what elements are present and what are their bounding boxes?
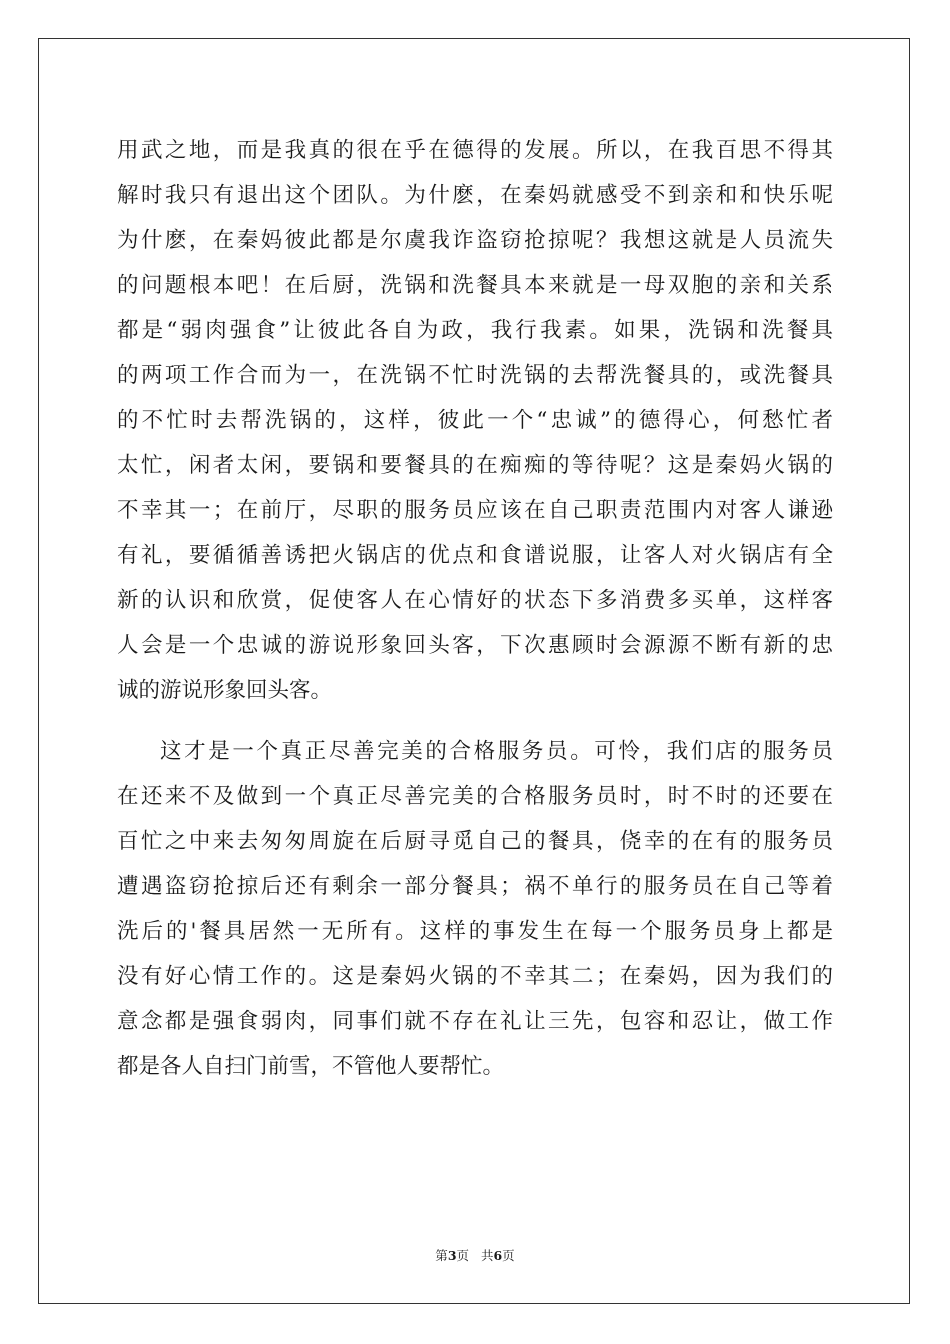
footer-total-prefix: 共 (480, 1248, 494, 1263)
paragraph-2 (117, 729, 833, 1089)
footer-total-suffix: 页 (502, 1248, 515, 1263)
text-line: 太忙，闲者太闲，要锅和要餐具的在痴痴的等待呢？这是秦妈火锅的 (117, 453, 833, 478)
text-line: 的不忙时去帮洗锅的，这样，彼此一个“忠诚”的德得心，何愁忙者 (117, 408, 833, 433)
text-line: 没有好心情工作的。这是秦妈火锅的不幸其二；在秦妈，因为我们的 (117, 964, 833, 989)
text-line: 洗后的'餐具居然一无所有。这样的事发生在每一个服务员身上都是 (117, 919, 833, 944)
text-line: 不幸其一；在前厅，尽职的服务员应该在自己职责范围内对客人谦逊 (117, 498, 833, 523)
text-line: 人会是一个忠诚的游说形象回头客，下次惠顾时会源源不断有新的忠 (117, 633, 833, 658)
footer-prefix: 第 (435, 1248, 448, 1263)
text-line: 诚的游说形象回头客。 (117, 678, 333, 703)
page-footer (0, 1246, 950, 1264)
document-body (117, 128, 833, 1089)
footer-page-word: 页 (456, 1248, 470, 1263)
paragraph-gap (117, 713, 833, 729)
text-line: 新的认识和欣赏，促使客人在心情好的状态下多消费多买单，这样客 (117, 588, 833, 613)
text-line: 的两项工作合而为一，在洗锅不忙时洗锅的去帮洗餐具的，或洗餐具 (117, 363, 833, 388)
text-line: 有礼，要循循善诱把火锅店的优点和食谱说服，让客人对火锅店有全 (117, 543, 833, 568)
text-line: 意念都是强食弱肉，同事们就不存在礼让三先，包容和忍让，做工作 (117, 1009, 833, 1034)
text-line: 这才是一个真正尽善完美的合格服务员。可怜，我们店的服务员 (160, 739, 833, 764)
footer-total-pages: 6 (493, 1248, 503, 1263)
text-line: 的问题根本吧！在后厨，洗锅和洗餐具本来就是一母双胞的亲和关系 (117, 273, 833, 298)
text-line: 为什麽，在秦妈彼此都是尔虞我诈盗窃抢掠呢？我想这就是人员流失 (117, 228, 833, 253)
paragraph-1 (117, 128, 833, 713)
text-line: 在还来不及做到一个真正尽善完美的合格服务员时，时不时的还要在 (117, 784, 833, 809)
text-line: 遭遇盗窃抢掠后还有剩余一部分餐具；祸不单行的服务员在自己等着 (117, 874, 833, 899)
footer-current-page: 3 (447, 1248, 457, 1263)
text-line: 解时我只有退出这个团队。为什麽，在秦妈就感受不到亲和和快乐呢 (117, 183, 833, 208)
text-line: 都是“弱肉强食”让彼此各自为政，我行我素。如果，洗锅和洗餐具 (117, 318, 833, 343)
text-line: 都是各人自扫门前雪，不管他人要帮忙。 (117, 1054, 505, 1079)
text-line: 百忙之中来去匆匆周旋在后厨寻觅自己的餐具，侥幸的在有的服务员 (117, 829, 833, 854)
text-line: 用武之地，而是我真的很在乎在德得的发展。所以，在我百思不得其 (117, 138, 833, 163)
